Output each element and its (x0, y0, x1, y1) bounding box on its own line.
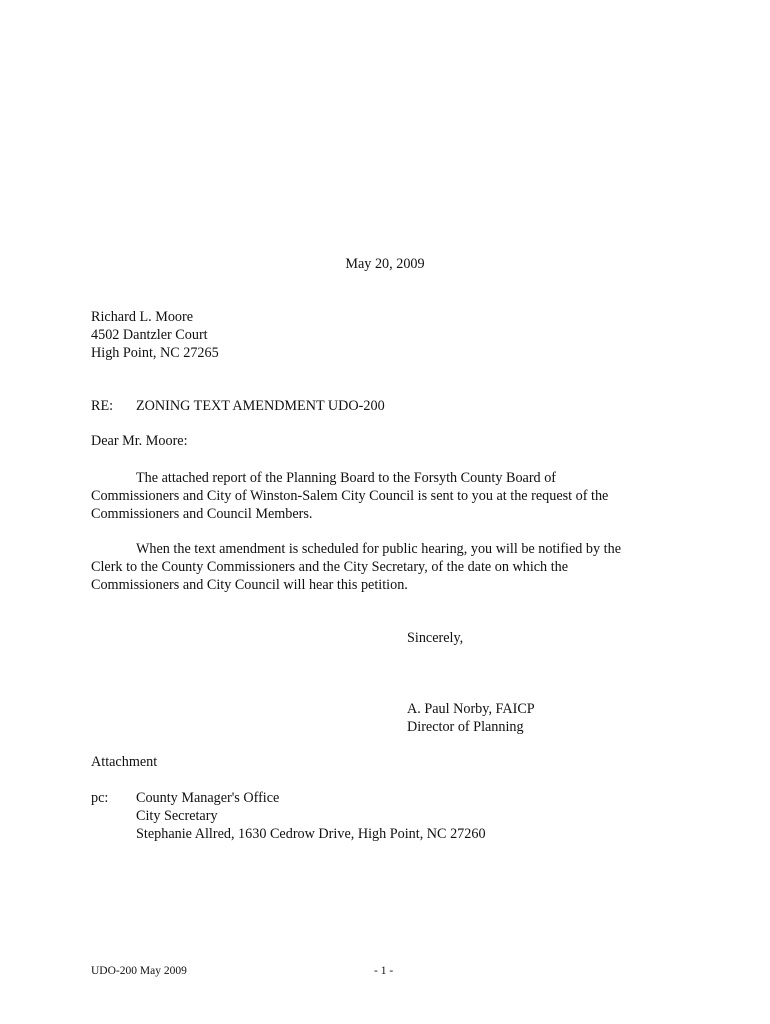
re-label: RE: (91, 398, 114, 414)
paragraph-line: Commissioners and City of Winston-Salem City Council is sent to you at the request of the (91, 488, 609, 504)
recipient-city-state-zip: High Point, NC 27265 (91, 345, 219, 361)
paragraph-line: Commissioners and City Council will hear this petition. (91, 577, 408, 593)
paragraph-line: Clerk to the County Commissioners and the City Secretary, of the date on which the (91, 559, 569, 575)
recipient-address (91, 308, 219, 362)
paragraph-line: Commissioners and Council Members. (91, 506, 313, 522)
body-paragraph-2 (91, 540, 666, 594)
pc-item: Stephanie Allred, 1630 Cedrow Drive, High Point, NC 27260 (136, 826, 486, 842)
paragraph-line: When the text amendment is scheduled for public hearing, you will be notified by the (136, 541, 622, 557)
pc-label: pc: (91, 790, 109, 806)
re-subject: ZONING TEXT AMENDMENT UDO-200 (136, 398, 385, 414)
salutation: Dear Mr. Moore: (91, 433, 188, 449)
page-number: - 1 - (374, 965, 394, 977)
footer-doc-ref: UDO-200 May 2009 (91, 965, 187, 977)
recipient-street: 4502 Dantzler Court (91, 327, 208, 343)
pc-item: City Secretary (136, 808, 218, 824)
pc-list (136, 789, 486, 843)
signature-block (407, 700, 535, 736)
signer-title: Director of Planning (407, 719, 524, 735)
attachment-label: Attachment (91, 754, 158, 770)
pc-item: County Manager's Office (136, 790, 280, 806)
letter-date: May 20, 2009 (345, 256, 425, 272)
closing: Sincerely, (407, 630, 464, 646)
recipient-name: Richard L. Moore (91, 309, 194, 325)
body-paragraph-1 (91, 469, 666, 523)
paragraph-line: The attached report of the Planning Board to the Forsyth County Board of (136, 470, 557, 486)
signer-name: A. Paul Norby, FAICP (407, 701, 535, 717)
